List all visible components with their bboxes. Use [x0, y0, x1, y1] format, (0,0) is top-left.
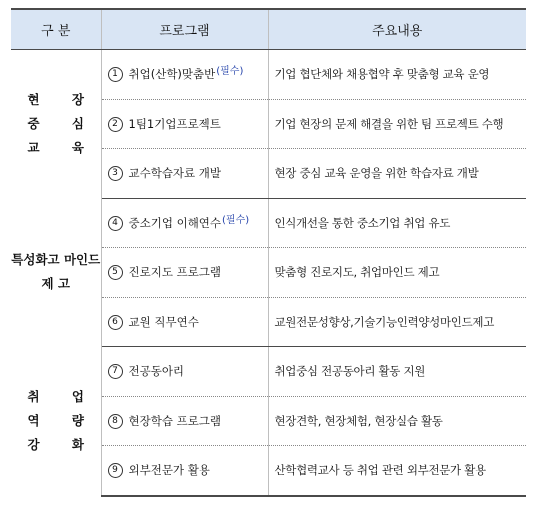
- program-name: 중소기업 이해연수: [128, 215, 222, 230]
- category-cell: [11, 347, 101, 496]
- program-cell: [101, 396, 268, 446]
- category-cell: [11, 198, 101, 347]
- program-number: 4: [108, 216, 123, 231]
- category-label-line: 제 고: [41, 276, 70, 292]
- required-badge: (필수): [216, 66, 244, 78]
- program-cell: [101, 50, 268, 100]
- content-cell: 현장 중심 교육 운영을 위한 학습자료 개발: [268, 149, 526, 199]
- program-name: 현장학습 프로그램: [128, 413, 222, 428]
- program-name: 취업(산학)맞춤반: [128, 67, 216, 82]
- program-table: [11, 8, 526, 497]
- program-number: 9: [108, 463, 123, 478]
- program-cell: [101, 149, 268, 199]
- program-table-container: [11, 8, 526, 497]
- program-number: 7: [108, 364, 123, 379]
- program-number: 8: [108, 414, 123, 429]
- program-number: 5: [108, 265, 123, 280]
- category-label-line: 역 량: [27, 413, 98, 428]
- header-program: 프로그램: [101, 9, 268, 50]
- required-badge: (필수): [222, 214, 250, 226]
- program-name: 1팀1기업프로젝트: [128, 116, 221, 131]
- content-cell: 산학협력교사 등 취업 관련 외부전문가 활용: [268, 446, 526, 496]
- content-cell: 현장견학, 현장체험, 현장실습 활동: [268, 396, 526, 446]
- content-cell: 맞춤형 진로지도, 취업마인드 제고: [268, 248, 526, 298]
- table-row: [11, 50, 526, 100]
- category-label-line: 취 업: [27, 389, 98, 404]
- program-number: 2: [108, 117, 123, 132]
- category-label-line: 현 장: [27, 92, 98, 107]
- program-number: 6: [108, 315, 123, 330]
- header-category: 구 분: [11, 9, 101, 50]
- content-cell: 인식개선을 통한 중소기업 취업 유도: [268, 198, 526, 248]
- content-cell: 기업 현장의 문제 해결을 위한 팀 프로젝트 수행: [268, 99, 526, 149]
- category-label-line: 교 육: [27, 140, 98, 155]
- program-cell: [101, 248, 268, 298]
- program-cell: [101, 297, 268, 347]
- program-cell: [101, 446, 268, 496]
- category-cell: [11, 50, 101, 199]
- table-header-row: [11, 9, 526, 50]
- program-cell: [101, 99, 268, 149]
- table-row: [11, 198, 526, 248]
- table-body: [11, 50, 526, 496]
- program-number: 3: [108, 166, 123, 181]
- program-name: 외부전문가 활용: [128, 463, 210, 478]
- program-cell: [101, 198, 268, 248]
- program-name: 교원 직무연수: [128, 314, 199, 329]
- header-content: 주요내용: [268, 9, 526, 50]
- content-cell: 기업 협단체와 채용협약 후 맞춤형 교육 운영: [268, 50, 526, 100]
- program-name: 교수학습자료 개발: [128, 166, 222, 181]
- content-cell: 교원전문성향상,기술기능인력양성마인드제고: [268, 297, 526, 347]
- category-label-line: 중 심: [27, 116, 98, 131]
- program-number: 1: [108, 67, 123, 82]
- program-cell: [101, 347, 268, 397]
- category-label-line: 특성화고 마인드: [11, 252, 101, 268]
- program-name: 진로지도 프로그램: [128, 265, 222, 280]
- table-row: [11, 347, 526, 397]
- program-name: 전공동아리: [128, 364, 185, 379]
- category-label-line: 강 화: [27, 437, 98, 452]
- content-cell: 취업중심 전공동아리 활동 지원: [268, 347, 526, 397]
